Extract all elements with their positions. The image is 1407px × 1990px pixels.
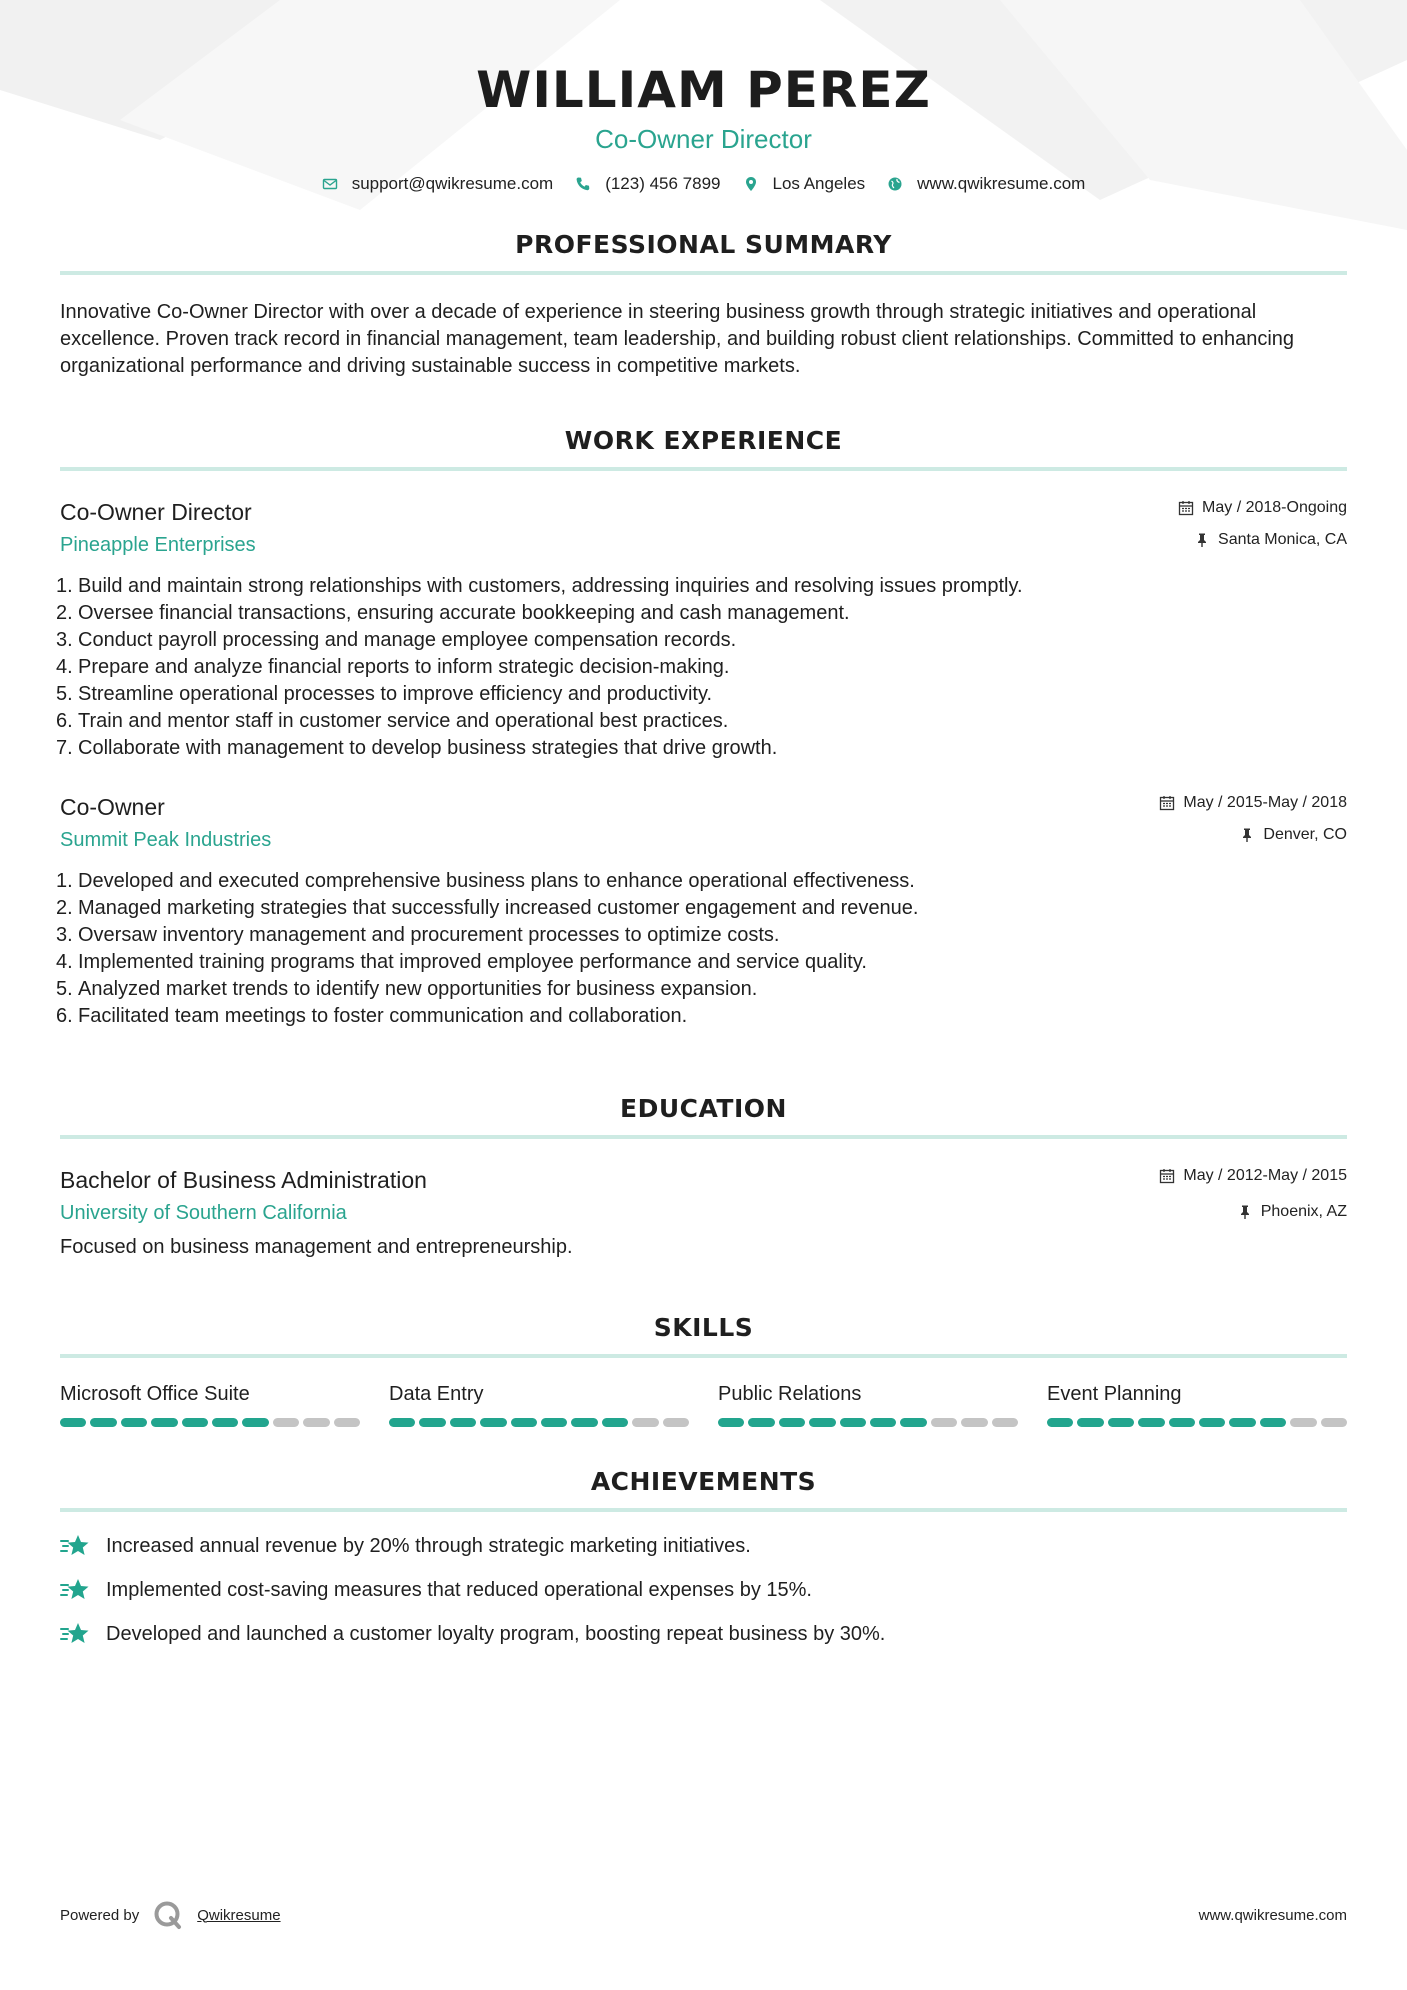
experience-section xyxy=(56,426,1347,1030)
job-dates: May / 2015-May / 2018 xyxy=(1183,794,1347,811)
education-dates: May / 2012-May / 2015 xyxy=(1183,1167,1347,1184)
section-title-skills: SKILLS xyxy=(60,1313,1347,1358)
section-title-education: EDUCATION xyxy=(60,1094,1347,1139)
job-entry xyxy=(56,497,1347,762)
phone-text: (123) 456 7899 xyxy=(605,174,721,193)
achievement-text: Increased annual revenue by 20% through strategic marketing initiatives. xyxy=(106,1535,751,1557)
contact-website[interactable] xyxy=(887,174,1085,194)
duty-item: 1. Developed and executed comprehensive business plans to enhance operational effectiveness. xyxy=(56,870,915,892)
qwikresume-logo-icon xyxy=(153,1900,183,1930)
skill-segment-filled xyxy=(90,1418,116,1427)
skill-item xyxy=(1047,1380,1347,1427)
achievement-text: Implemented cost-saving measures that reduced operational expenses by 15%. xyxy=(106,1579,812,1601)
skill-segment-filled xyxy=(1138,1418,1164,1427)
skill-segment-filled xyxy=(450,1418,476,1427)
duty-item: 5. Analyzed market trends to identify new opportunities for business expansion. xyxy=(56,978,758,1000)
skill-segment-filled xyxy=(779,1418,805,1427)
candidate-role: Co-Owner Director xyxy=(595,124,812,154)
duty-item: 4. Implemented training programs that improved employee performance and service quality. xyxy=(56,951,867,973)
qwikresume-link[interactable]: Qwikresume xyxy=(197,1906,281,1924)
achievement-text: Developed and launched a customer loyalty program, boosting repeat business by 30%. xyxy=(106,1623,886,1645)
duty-item: 1. Build and maintain strong relationships with customers, addressing inquiries and resolving issues promptly. xyxy=(56,575,1023,597)
achievement-item xyxy=(60,1576,1347,1604)
contact-bar xyxy=(60,174,1347,194)
education-entry xyxy=(60,1165,1347,1261)
duty-item: 7. Collaborate with management to develop business strategies that drive growth. xyxy=(56,737,778,759)
skill-segment-filled xyxy=(718,1418,744,1427)
skill-segment-empty xyxy=(303,1418,329,1427)
phone-icon xyxy=(575,176,591,192)
contact-location xyxy=(743,174,866,194)
skill-segment-filled xyxy=(182,1418,208,1427)
skill-segment-filled xyxy=(571,1418,597,1427)
skill-segment-filled xyxy=(1108,1418,1134,1427)
star-award-icon xyxy=(60,1532,92,1560)
skill-level-bar xyxy=(718,1418,1018,1427)
skill-segment-filled xyxy=(389,1418,415,1427)
summary-text: Innovative Co-Owner Director with over a decade of experience in steering business growth through strategic initiatives and operational excellence. Proven track record in financial management, team leadership, and building robust client relationships. Committed to enhancing organizational performance and driving sustainable success in competitive markets. xyxy=(60,301,1295,377)
skill-segment-filled xyxy=(480,1418,506,1427)
calendar-icon xyxy=(1159,1168,1175,1184)
job-location: Denver, CO xyxy=(1263,826,1347,843)
duty-item: 6. Facilitated team meetings to foster communication and collaboration. xyxy=(56,1005,688,1027)
skill-segment-filled xyxy=(242,1418,268,1427)
section-title-summary: PROFESSIONAL SUMMARY xyxy=(60,230,1347,275)
duty-item: 3. Oversaw inventory management and procurement processes to optimize costs. xyxy=(56,924,780,946)
map-pin-icon xyxy=(743,176,759,192)
skill-item xyxy=(718,1380,1018,1427)
job-entry xyxy=(56,792,1347,1030)
calendar-icon xyxy=(1159,795,1175,811)
star-award-icon xyxy=(60,1620,92,1648)
achievements-list xyxy=(60,1532,1347,1648)
skill-segment-filled xyxy=(1047,1418,1073,1427)
website-text: www.qwikresume.com xyxy=(917,174,1086,193)
skill-item xyxy=(60,1380,360,1427)
page-footer xyxy=(60,1900,1347,1930)
skill-segment-filled xyxy=(1077,1418,1103,1427)
summary-section xyxy=(60,230,1347,380)
degree-title: Bachelor of Business Administration xyxy=(60,1167,427,1193)
duty-item: 3. Conduct payroll processing and manage employee compensation records. xyxy=(56,629,737,651)
skill-segment-filled xyxy=(870,1418,896,1427)
school-name: University of Southern California xyxy=(60,1202,347,1224)
contact-phone[interactable] xyxy=(575,174,720,194)
education-location: Phoenix, AZ xyxy=(1260,1203,1347,1220)
skill-segment-filled xyxy=(1199,1418,1225,1427)
skill-level-bar xyxy=(389,1418,689,1427)
pushpin-icon xyxy=(1194,532,1210,548)
skill-segment-empty xyxy=(273,1418,299,1427)
candidate-name: WILLIAM PEREZ xyxy=(476,61,931,119)
skill-segment-empty xyxy=(961,1418,987,1427)
skill-name: Public Relations xyxy=(718,1383,862,1405)
job-duties xyxy=(56,573,1347,762)
skill-segment-empty xyxy=(663,1418,689,1427)
section-title-experience: WORK EXPERIENCE xyxy=(60,426,1347,471)
star-award-icon xyxy=(60,1576,92,1604)
job-title: Co-Owner Director xyxy=(60,499,252,525)
skill-item xyxy=(389,1380,689,1427)
location-text: Los Angeles xyxy=(772,174,866,193)
achievement-item xyxy=(60,1532,1347,1560)
job-company: Pineapple Enterprises xyxy=(60,534,256,556)
education-section xyxy=(60,1094,1347,1261)
duty-item: 2. Oversee financial transactions, ensuring accurate bookkeeping and cash management. xyxy=(56,602,850,624)
job-title: Co-Owner xyxy=(60,794,165,820)
skill-segment-filled xyxy=(1260,1418,1286,1427)
duty-item: 4. Prepare and analyze financial reports to inform strategic decision-making. xyxy=(56,656,730,678)
pushpin-icon xyxy=(1239,827,1255,843)
skill-level-bar xyxy=(1047,1418,1347,1427)
footer-website[interactable]: www.qwikresume.com xyxy=(1198,1906,1347,1924)
skill-segment-filled xyxy=(212,1418,238,1427)
job-meta xyxy=(1159,792,1347,846)
envelope-icon xyxy=(322,176,338,192)
skill-segment-filled xyxy=(809,1418,835,1427)
job-meta xyxy=(1178,497,1347,551)
education-meta xyxy=(1159,1165,1347,1223)
skill-segment-empty xyxy=(992,1418,1018,1427)
job-header xyxy=(60,792,1347,854)
skill-segment-filled xyxy=(541,1418,567,1427)
globe-icon xyxy=(887,176,903,192)
skill-segment-empty xyxy=(1290,1418,1316,1427)
job-dates: May / 2018-Ongoing xyxy=(1202,499,1347,516)
resume-header xyxy=(60,0,1347,194)
skill-segment-filled xyxy=(419,1418,445,1427)
duty-item: 6. Train and mentor staff in customer service and operational best practices. xyxy=(56,710,729,732)
skill-segment-empty xyxy=(1321,1418,1347,1427)
skill-segment-filled xyxy=(840,1418,866,1427)
skill-segment-filled xyxy=(60,1418,86,1427)
pushpin-icon xyxy=(1237,1204,1253,1220)
skill-segment-filled xyxy=(748,1418,774,1427)
skill-name: Data Entry xyxy=(389,1383,484,1405)
skill-name: Event Planning xyxy=(1047,1383,1182,1405)
job-company: Summit Peak Industries xyxy=(60,829,272,851)
calendar-icon xyxy=(1178,500,1194,516)
education-header xyxy=(60,1165,1347,1227)
skill-level-bar xyxy=(60,1418,360,1427)
contact-email[interactable] xyxy=(322,174,554,194)
job-location: Santa Monica, CA xyxy=(1218,531,1347,548)
achievements-section xyxy=(60,1467,1347,1648)
skill-segment-filled xyxy=(900,1418,926,1427)
skills-grid xyxy=(60,1380,1347,1427)
skill-segment-empty xyxy=(632,1418,658,1427)
skill-segment-filled xyxy=(511,1418,537,1427)
email-text: support@qwikresume.com xyxy=(351,174,554,193)
skill-segment-filled xyxy=(602,1418,628,1427)
duty-item: 5. Streamline operational processes to improve efficiency and productivity. xyxy=(56,683,713,705)
skill-segment-filled xyxy=(1229,1418,1255,1427)
powered-by xyxy=(60,1900,281,1930)
skill-name: Microsoft Office Suite xyxy=(60,1383,250,1405)
job-duties xyxy=(56,868,1347,1030)
skills-section xyxy=(60,1313,1347,1427)
job-header xyxy=(60,497,1347,559)
skill-segment-filled xyxy=(151,1418,177,1427)
section-title-achievements: ACHIEVEMENTS xyxy=(60,1467,1347,1512)
education-description: Focused on business management and entrepreneurship. xyxy=(60,1236,573,1258)
skill-segment-empty xyxy=(334,1418,360,1427)
achievement-item xyxy=(60,1620,1347,1648)
powered-by-label: Powered by xyxy=(60,1906,140,1924)
duty-item: 2. Managed marketing strategies that successfully increased customer engagement and revenue. xyxy=(56,897,919,919)
skill-segment-filled xyxy=(121,1418,147,1427)
skill-segment-empty xyxy=(931,1418,957,1427)
skill-segment-filled xyxy=(1169,1418,1195,1427)
